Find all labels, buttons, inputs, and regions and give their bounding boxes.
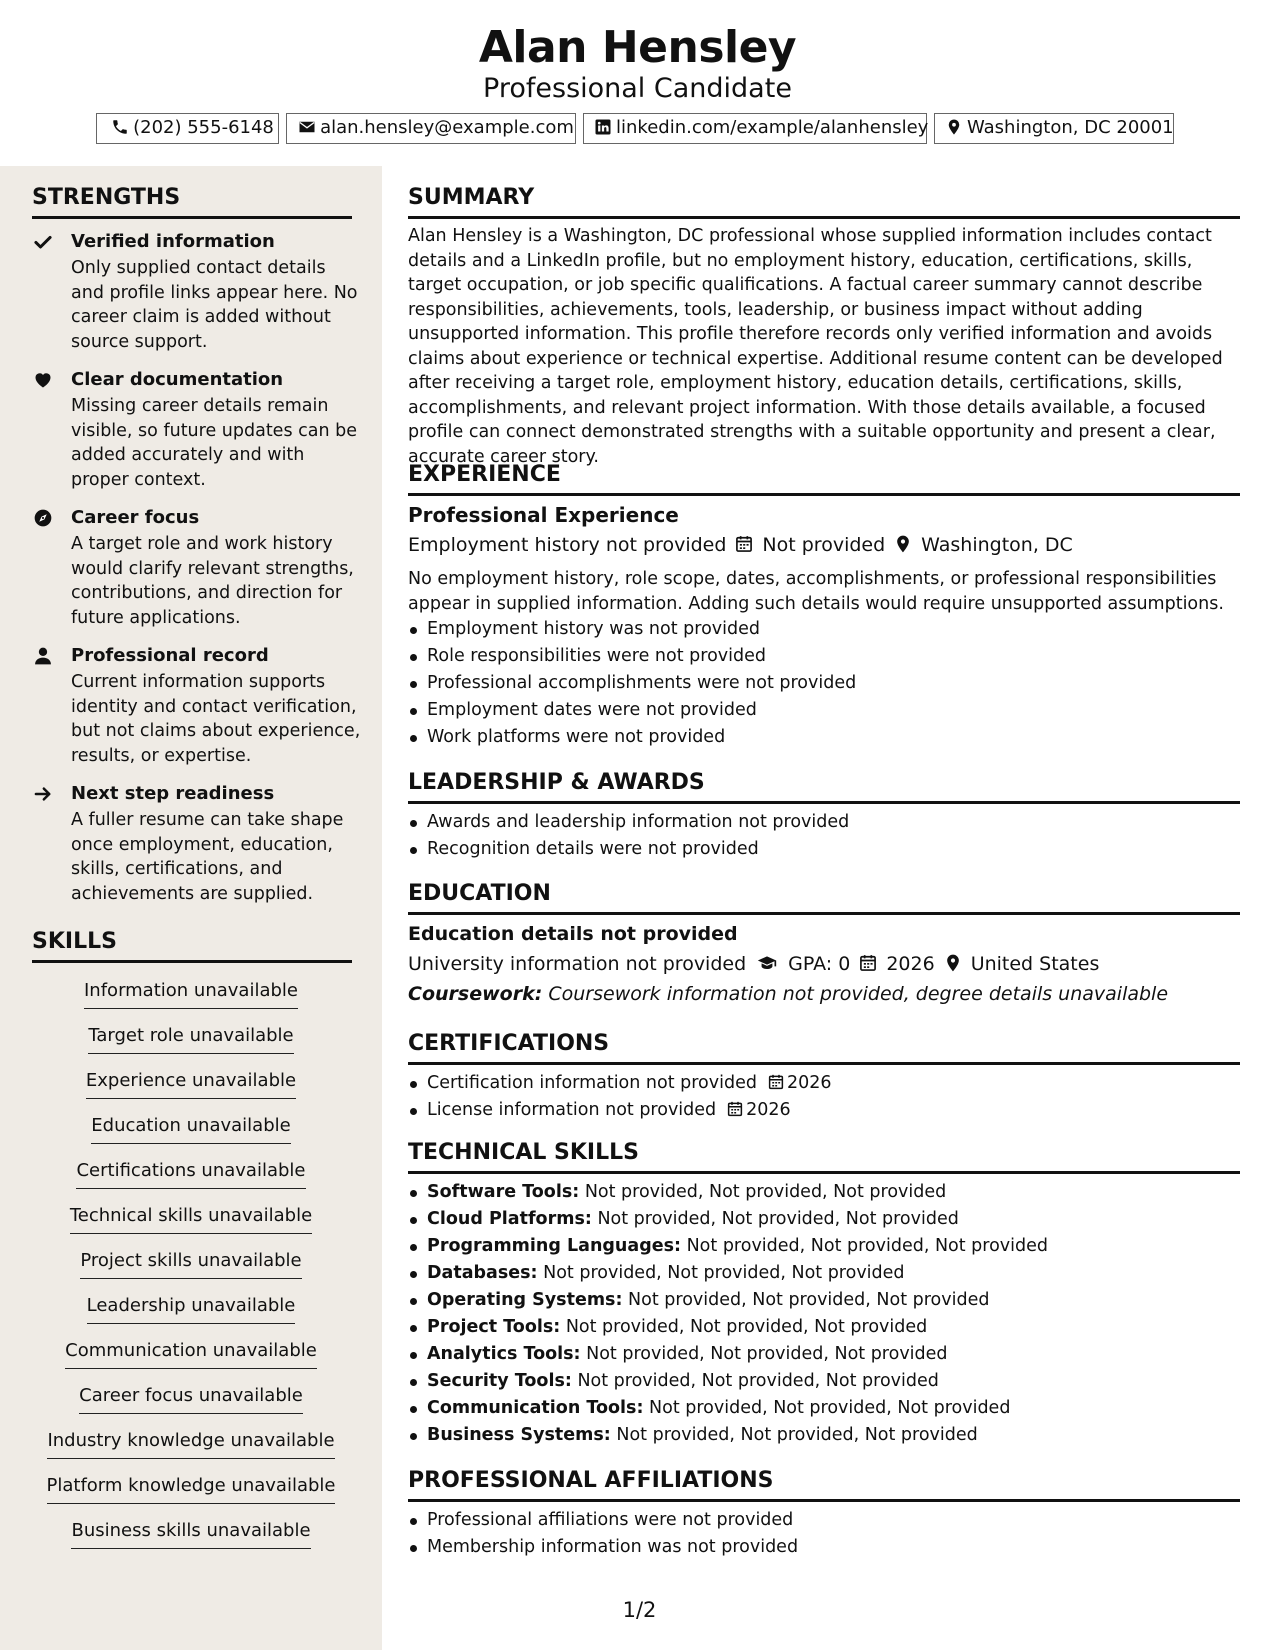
contact-location[interactable] [934,113,1174,144]
certification-year: 2026 [746,1100,791,1120]
contact-phone[interactable] [96,113,279,144]
list-item [408,1097,1240,1124]
leadership-heading: LEADERSHIP & AWARDS [408,769,1240,804]
list-item: Business Systems: Not provided, Not provided, Not provided [408,1422,1240,1449]
experience-company: Employment history not provided [408,534,727,556]
list-item: Project Tools: Not provided, Not provided, Not provided [408,1314,1240,1341]
strength-title: Professional record [71,645,269,666]
skill-tag: Leadership unavailable [28,1294,354,1324]
contact-linkedin-text: linkedin.com/example/alanhensley [616,117,929,138]
list-item: Professional affiliations were not provided [408,1507,1240,1534]
strength-description: A fuller resume can take shape once employment, education, skills, certifications, and achievements are supplied. [71,810,344,904]
list-item: Cloud Platforms: Not provided, Not provided, Not provided [408,1206,1240,1233]
linkedin-icon [594,118,612,136]
skill-tag: Business skills unavailable [28,1519,354,1549]
experience-description: No employment history, role scope, dates, accomplishments, or professional responsibilities appear in supplied information. Adding such details would require unsupported assumptions. [408,569,1224,614]
certifications-heading: CERTIFICATIONS [408,1030,1240,1065]
graduation-cap-icon [754,953,780,973]
experience-bullets [408,616,1240,751]
arrow-right-icon [32,784,54,806]
strength-title: Next step readiness [71,783,275,804]
technical-skills-list [408,1179,1240,1449]
strength-item [32,782,362,902]
strength-title: Verified information [71,231,275,252]
experience-dates: Not provided [762,534,886,556]
list-item: Professional accomplishments were not provided [408,670,1240,697]
skill-tag: Information unavailable [28,979,354,1009]
affiliations-heading: PROFESSIONAL AFFILIATIONS [408,1467,1240,1502]
education-degree: Education details not provided [408,923,738,945]
calendar-icon [858,953,878,973]
page-number: 1/2 [622,1598,657,1622]
skill-tag: Communication unavailable [28,1339,354,1369]
list-item: Membership information was not provided [408,1534,1240,1561]
coursework-text: Coursework information not provided, degree details unavailable [548,983,1169,1005]
map-pin-icon [943,953,963,973]
calendar-icon [726,1100,744,1118]
candidate-name: Alan Hensley [478,22,797,73]
certifications-list [408,1070,1240,1124]
contact-location-text: Washington, DC 20001 [967,117,1174,138]
list-item: Role responsibilities were not provided [408,643,1240,670]
leadership-bullets [408,809,1240,863]
education-coursework [408,981,1168,1007]
skills-heading: SKILLS [32,928,352,963]
list-item: Databases: Not provided, Not provided, Not provided [408,1260,1240,1287]
skill-tag: Experience unavailable [28,1069,354,1099]
summary-text: Alan Hensley is a Washington, DC professional whose supplied information includes contact details and a LinkedIn profile, but no employment history, education, certifications, skills, target occupation, or job specific qualifications. A factual career summary cannot describe responsibilities, achievements, tools, leadership, or business impact without adding unsupported information. This profile therefore records only verified information and avoids claims about experience or technical expertise. Additional resume content can be developed after receiving a target role, employment history, education details, certifications, skills, accomplishments, and relevant project information. With those details available, a focused profile can connect demonstrated strengths with a suitable opportunity and present a clear, accurate career story. [408,226,1223,467]
contact-row [0,113,1275,144]
experience-role: Professional Experience [408,503,679,527]
skill-tag: Certifications unavailable [28,1159,354,1189]
compass-icon [32,508,54,530]
strength-description: Only supplied contact details and profile links appear here. No career claim is added without source support. [71,258,358,352]
skill-tag: Technical skills unavailable [28,1204,354,1234]
list-item: Operating Systems: Not provided, Not provided, Not provided [408,1287,1240,1314]
strengths-heading: STRENGTHS [32,184,352,219]
list-item: Awards and leadership information not provided [408,809,1240,836]
list-item: Employment dates were not provided [408,697,1240,724]
resume-header [0,0,1275,166]
affiliations-list [408,1507,1240,1561]
skill-tag: Target role unavailable [28,1024,354,1054]
skill-tag: Project skills unavailable [28,1249,354,1279]
strength-title: Clear documentation [71,369,284,390]
strength-item [32,506,362,626]
list-item: Software Tools: Not provided, Not provided, Not provided [408,1179,1240,1206]
contact-email[interactable] [286,113,576,144]
education-meta [408,951,1099,977]
list-item: Recognition details were not provided [408,836,1240,863]
map-pin-icon [945,118,963,136]
certification-name: License information not provided [427,1100,717,1120]
strength-description: A target role and work history would clarify relevant strengths, contributions, and direction for future applications. [71,534,354,628]
strength-description: Missing career details remain visible, so future updates can be added accurately and with proper context. [71,396,358,490]
list-item: Communication Tools: Not provided, Not provided, Not provided [408,1395,1240,1422]
heart-icon [32,370,54,392]
sidebar [0,166,382,1650]
education-gpa: GPA: 0 [788,953,851,975]
map-pin-icon [893,534,913,554]
contact-linkedin[interactable] [583,113,927,144]
list-item: Analytics Tools: Not provided, Not provided, Not provided [408,1341,1240,1368]
strength-title: Career focus [71,507,200,528]
certification-name: Certification information not provided [427,1073,757,1093]
list-item: Work platforms were not provided [408,724,1240,751]
contact-phone-text: (202) 555-6148 [133,117,274,138]
list-item: Programming Languages: Not provided, Not provided, Not provided [408,1233,1240,1260]
strength-item [32,644,362,764]
certification-year: 2026 [786,1073,832,1093]
skill-tag: Career focus unavailable [28,1384,354,1414]
check-icon [32,232,54,254]
list-item: Security Tools: Not provided, Not provided, Not provided [408,1368,1240,1395]
strength-description: Current information supports identity and contact verification, but not claims about experience, results, or expertise. [71,672,361,766]
calendar-icon [734,534,754,554]
list-item [408,1070,1240,1097]
education-heading: EDUCATION [408,880,1240,915]
skill-tag: Industry knowledge unavailable [28,1429,354,1459]
strength-item [32,368,362,488]
skill-tag: Platform knowledge unavailable [28,1474,354,1504]
coursework-label: Coursework: [408,983,543,1005]
calendar-icon [767,1073,785,1091]
envelope-icon [298,118,316,136]
contact-email-text: alan.hensley@example.com [320,117,574,138]
user-icon [32,646,54,668]
technical-skills-heading: TECHNICAL SKILLS [408,1139,1240,1174]
education-year: 2026 [886,953,935,975]
experience-location: Washington, DC [921,534,1073,556]
education-school: University information not provided [408,953,747,975]
skill-tag: Education unavailable [28,1114,354,1144]
list-item: Employment history was not provided [408,616,1240,643]
experience-heading: EXPERIENCE [408,461,1240,496]
summary-heading: SUMMARY [408,184,1240,219]
candidate-tagline: Professional Candidate [483,73,792,104]
experience-meta [408,532,1073,558]
education-location: United States [970,953,1100,975]
strength-item [32,230,362,350]
phone-icon [111,118,129,136]
